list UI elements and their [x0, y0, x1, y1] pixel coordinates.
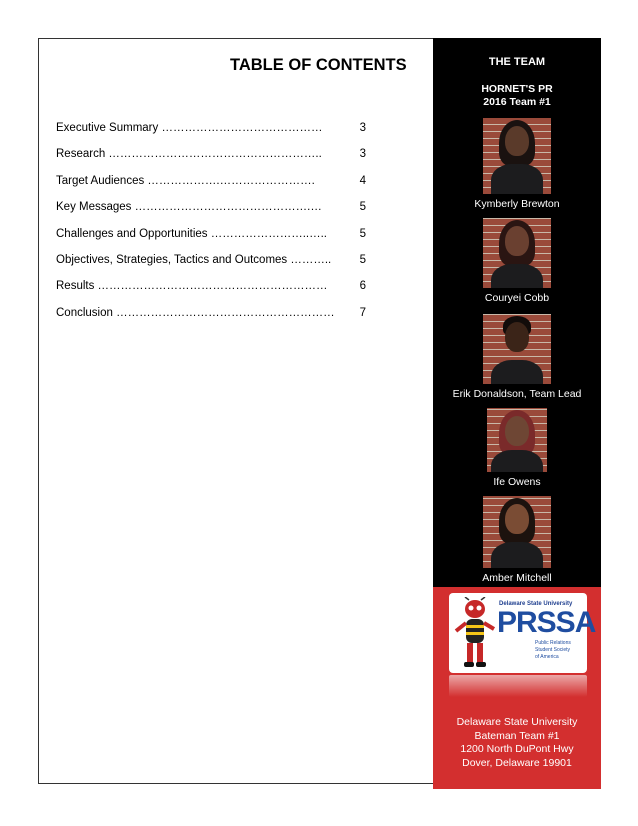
- toc-entry-page: 4: [359, 174, 366, 187]
- team-heading: THE TEAM: [488, 56, 546, 68]
- member-face: [505, 322, 529, 352]
- member-photo: [483, 314, 551, 384]
- toc-entry[interactable]: [56, 174, 366, 200]
- logo-wordmark: PRSSA: [497, 606, 596, 639]
- toc-entry-page: 5: [359, 201, 366, 214]
- member-body: [491, 450, 543, 472]
- toc-entry-page: 5: [359, 253, 366, 266]
- hornet-mascot-icon: [453, 597, 497, 671]
- team-member: [433, 408, 601, 488]
- toc-entry[interactable]: [56, 200, 366, 226]
- toc-list: [56, 121, 366, 332]
- logo-university: Delaware State University: [499, 601, 573, 607]
- member-name: Ife Owens: [493, 476, 541, 488]
- member-body: [491, 264, 543, 288]
- toc-entry-page: 6: [359, 280, 366, 293]
- toc-entry[interactable]: [56, 306, 366, 332]
- member-body: [491, 360, 543, 384]
- team-member: [433, 118, 601, 210]
- logo-sub-line: Student Society: [535, 647, 571, 653]
- agency-line-1: HORNET'S PR: [481, 83, 553, 95]
- toc-entry[interactable]: [56, 147, 366, 173]
- agency-line-2: 2016 Team #1: [483, 96, 551, 108]
- member-body: [491, 542, 543, 568]
- team-member: [433, 218, 601, 304]
- address-line: Bateman Team #1: [474, 729, 560, 742]
- member-photo: [483, 118, 551, 194]
- toc-entry-label: Conclusion …………………………………………………: [56, 306, 335, 319]
- member-name: Amber Mitchell: [482, 572, 552, 584]
- address-line: Dover, Delaware 19901: [462, 756, 572, 769]
- team-member: [433, 314, 601, 400]
- info-panel: [433, 587, 601, 789]
- member-photo: [487, 408, 547, 472]
- member-photo: [483, 496, 551, 568]
- toc-entry-label: Target Audiences ……………….…………………….: [56, 174, 315, 187]
- address-line: Delaware State University: [456, 716, 578, 728]
- toc-entry-label: Objectives, Strategies, Tactics and Outcomes ………..: [56, 253, 332, 266]
- toc-entry-page: 7: [359, 306, 366, 319]
- logo-sub-line: Public Relations: [535, 640, 571, 646]
- toc-entry-label: Challenges and Opportunities ……………………..…..: [56, 227, 327, 240]
- member-face: [505, 126, 529, 156]
- toc-entry-label: Key Messages ……………………………………….…: [56, 201, 322, 214]
- team-address: [433, 716, 601, 770]
- toc-entry-label: Executive Summary ……………………………………: [56, 122, 323, 134]
- toc-entry-page: 3: [359, 122, 366, 134]
- member-body: [491, 164, 543, 194]
- member-face: [505, 504, 529, 534]
- toc-entry-label: Results ……………………………………………………: [56, 280, 328, 293]
- toc-entry-page: 3: [359, 148, 366, 161]
- toc-entry-page: 5: [359, 227, 366, 240]
- logo-sub-line: of America: [535, 654, 559, 660]
- toc-entry[interactable]: [56, 227, 366, 253]
- member-face: [505, 416, 529, 446]
- logo-reflection: [449, 675, 587, 697]
- toc-entry[interactable]: [56, 121, 366, 147]
- member-name: Kymberly Brewton: [474, 198, 560, 210]
- toc-entry[interactable]: [56, 253, 366, 279]
- agency-name: [433, 83, 601, 109]
- toc-entry-label: Research ………………………………………………..: [56, 148, 322, 161]
- member-face: [505, 226, 529, 256]
- member-name: Couryei Cobb: [484, 292, 550, 304]
- prssa-logo: [449, 593, 596, 673]
- member-name: Erik Donaldson, Team Lead: [452, 388, 582, 400]
- team-member: [433, 496, 601, 584]
- toc-title: TABLE OF CONTENTS: [230, 56, 407, 74]
- address-line: 1200 North DuPont Hwy: [460, 743, 574, 755]
- team-panel: [433, 38, 601, 587]
- member-photo: [483, 218, 551, 288]
- toc-entry[interactable]: [56, 279, 366, 305]
- logo-subtitle: [535, 640, 585, 661]
